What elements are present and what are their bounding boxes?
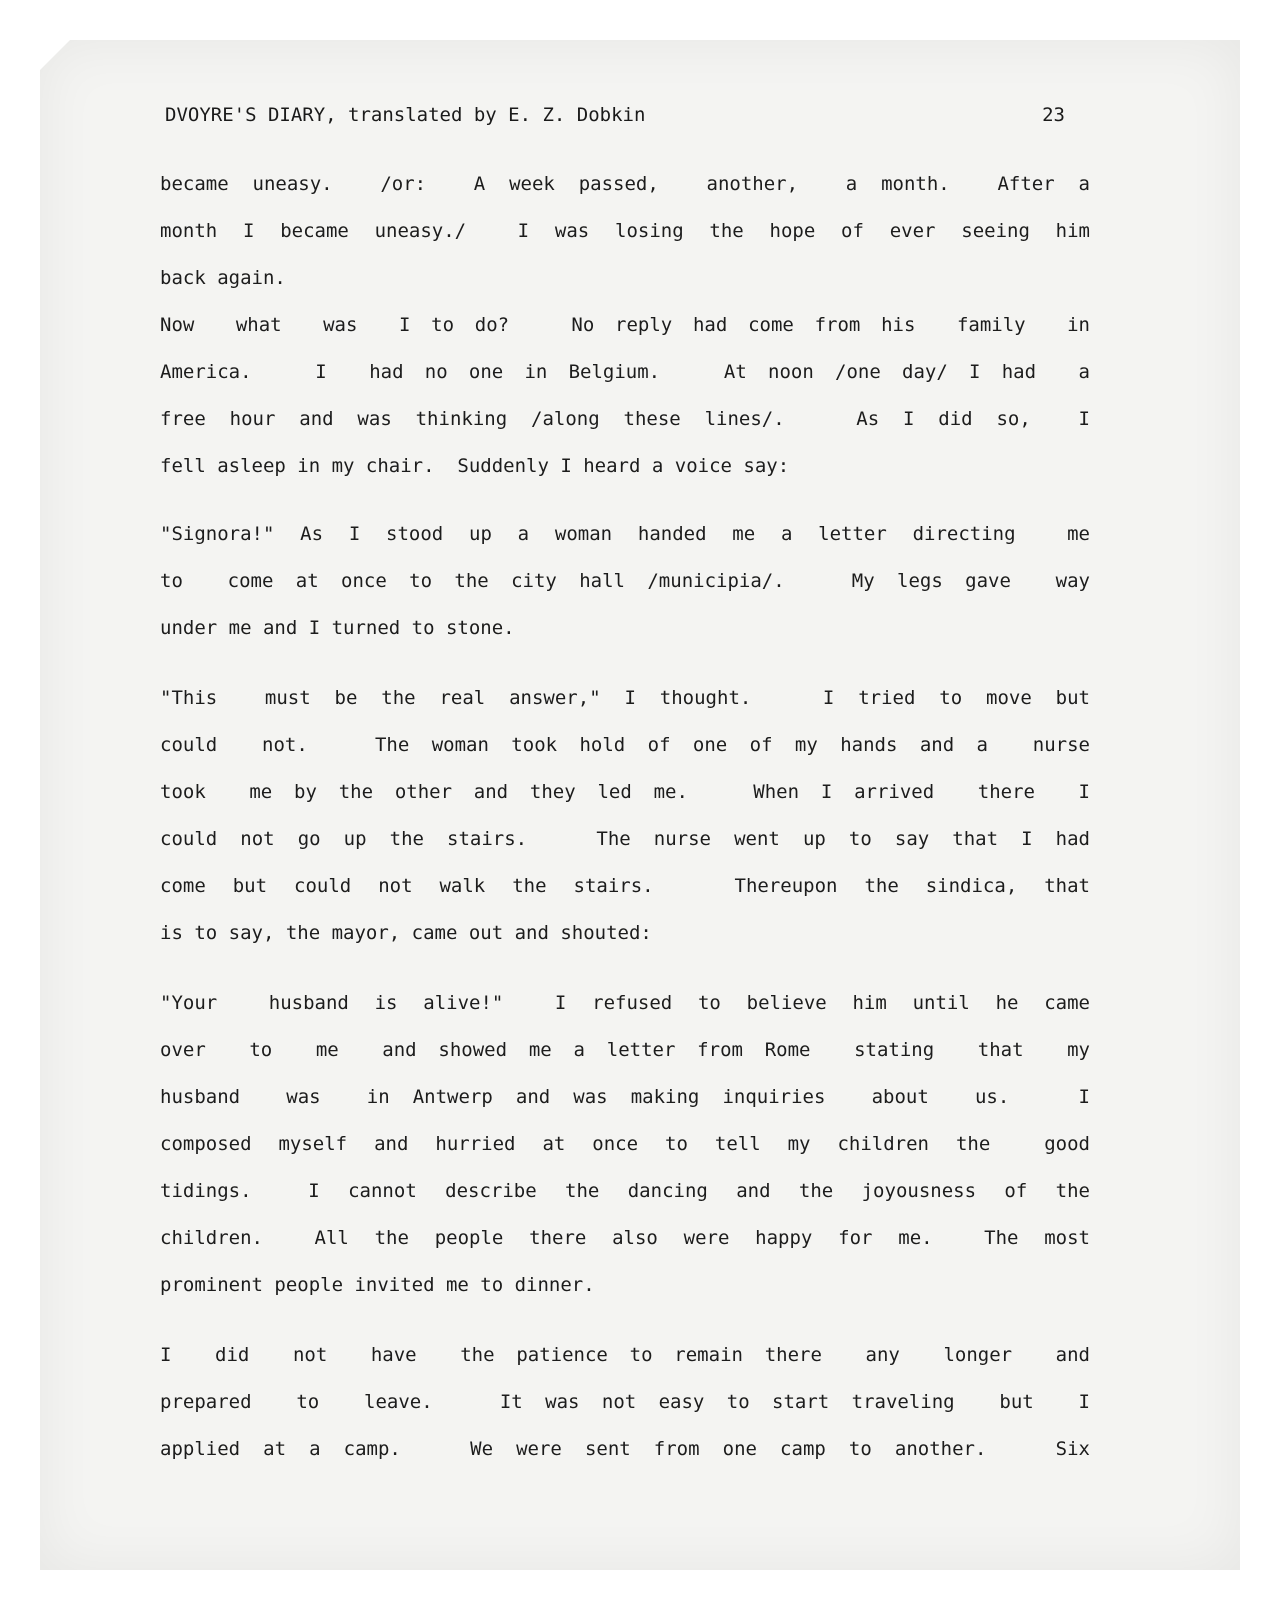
text-line: back again. [160, 267, 286, 289]
text-line: to come at once to the city hall /municipia/. My legs gave way [160, 570, 1090, 592]
text-line: "Your husband is alive!" I refused to believe him until he came [160, 992, 1090, 1014]
text-line: under me and I turned to stone. [160, 617, 515, 639]
text-line: could not. The woman took hold of one of my hands and a nurse [160, 734, 1090, 756]
page-number: 23 [1042, 104, 1065, 126]
text-line: is to say, the mayor, came out and shouted: [160, 922, 652, 944]
text-line: prepared to leave. It was not easy to start traveling but I [160, 1391, 1090, 1413]
text-line: "Signora!" As I stood up a woman handed me a letter directing me [160, 523, 1090, 545]
page-header [165, 104, 1065, 126]
text-line: come but could not walk the stairs. Thereupon the sindica, that [160, 875, 1090, 897]
text-line: became uneasy. /or: A week passed, another, a month. After a [160, 173, 1090, 195]
text-line: children. All the people there also were happy for me. The most [160, 1227, 1090, 1249]
text-line: "This must be the real answer," I thought. I tried to move but [160, 687, 1090, 709]
text-line: over to me and showed me a letter from Rome stating that my [160, 1039, 1090, 1061]
text-line: Now what was I to do? No reply had come from his family in [160, 314, 1090, 336]
text-line: could not go up the stairs. The nurse went up to say that I had [160, 828, 1090, 850]
text-line: composed myself and hurried at once to tell my children the good [160, 1133, 1090, 1155]
text-line: fell asleep in my chair. Suddenly I heard a voice say: [160, 455, 790, 477]
text-line: applied at a camp. We were sent from one camp to another. Six [160, 1438, 1090, 1460]
text-line: I did not have the patience to remain there any longer and [160, 1344, 1090, 1366]
text-line: free hour and was thinking /along these lines/. As I did so, I [160, 408, 1090, 430]
text-line: month I became uneasy./ I was losing the hope of ever seeing him [160, 220, 1090, 242]
text-line: husband was in Antwerp and was making inquiries about us. I [160, 1086, 1090, 1108]
text-line: prominent people invited me to dinner. [160, 1274, 595, 1296]
text-line: tidings. I cannot describe the dancing and the joyousness of the [160, 1180, 1090, 1202]
text-line: took me by the other and they led me. When I arrived there I [160, 781, 1090, 803]
torn-corner [40, 40, 70, 70]
running-title: DVOYRE'S DIARY, translated by E. Z. Dobkin [165, 104, 646, 126]
text-line: America. I had no one in Belgium. At noon /one day/ I had a [160, 361, 1090, 383]
